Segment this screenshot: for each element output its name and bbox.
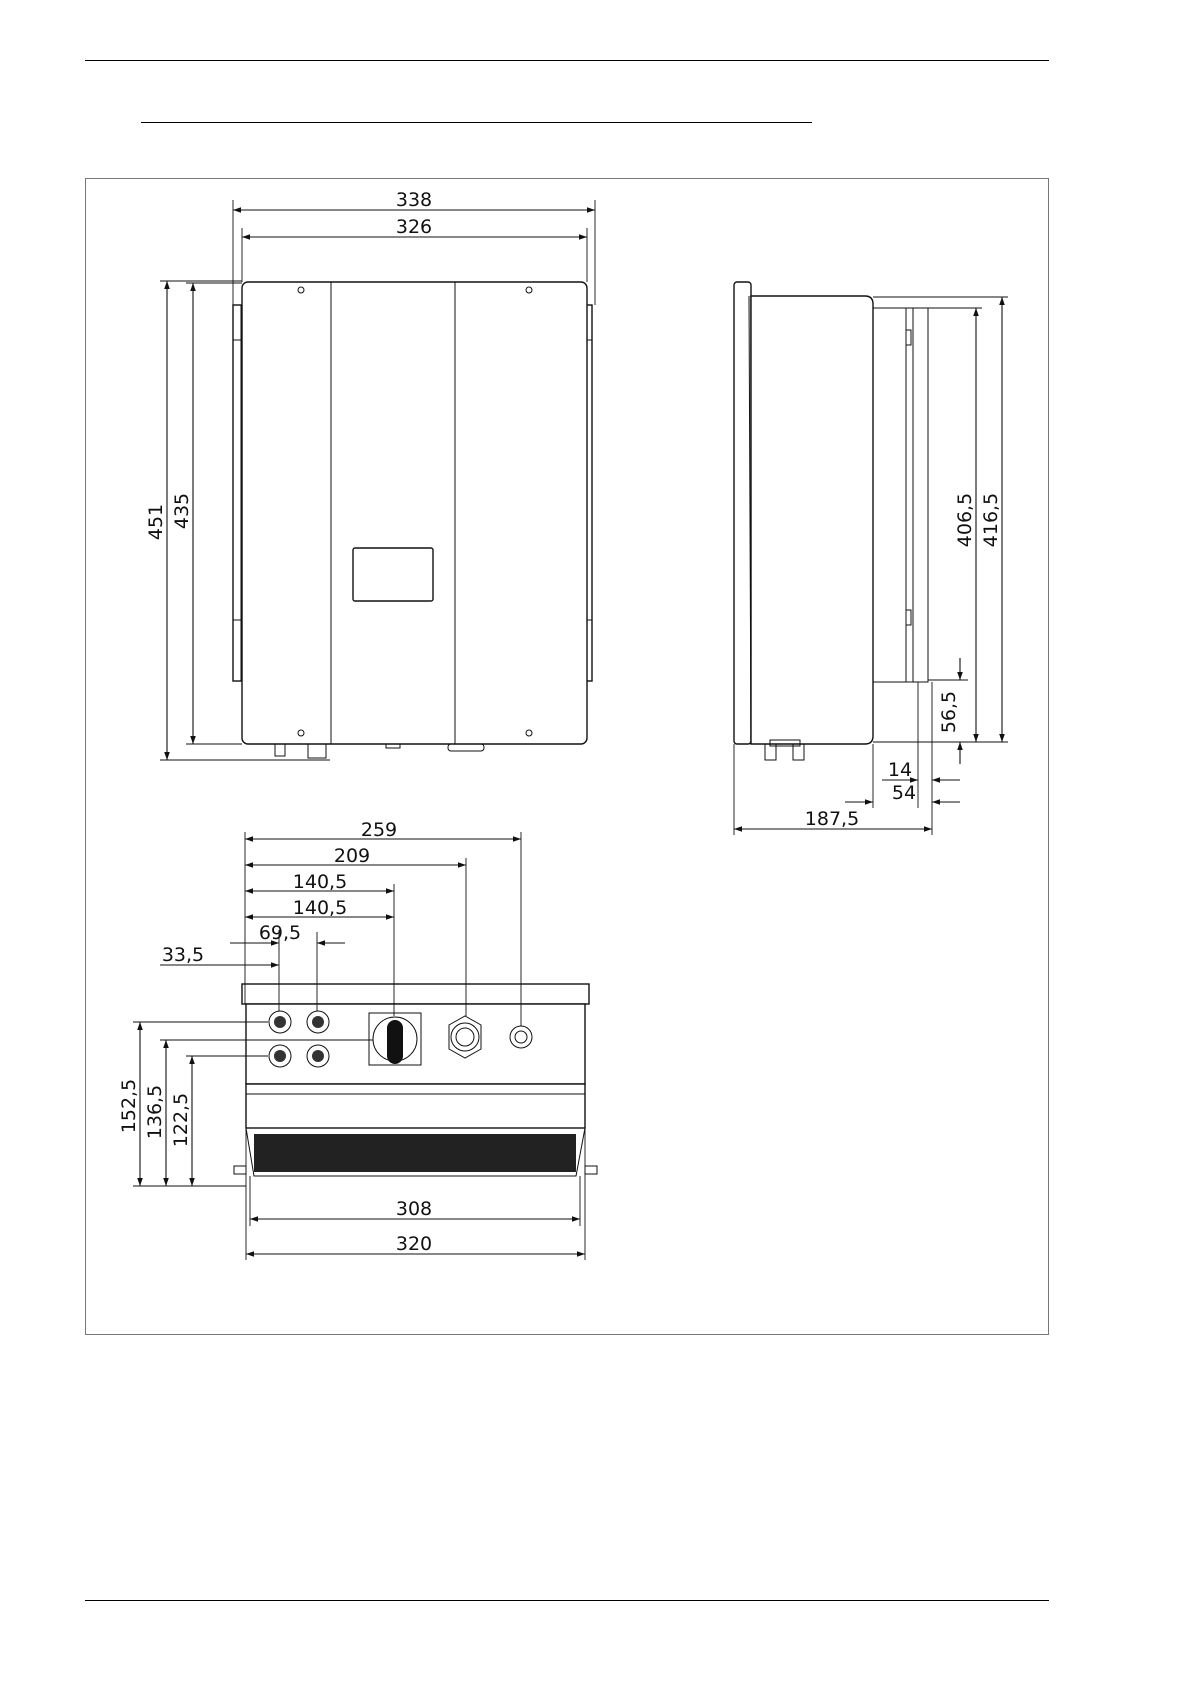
dim-label-435: 435	[171, 492, 193, 530]
dim-label-320: 320	[395, 1233, 433, 1255]
dim-label-259: 259	[360, 819, 398, 841]
dim-label-69-5: 69,5	[258, 922, 302, 944]
dim-label-140-5-a: 140,5	[292, 871, 348, 893]
dim-label-406-5: 406,5	[954, 492, 976, 548]
dim-label-152-5: 152,5	[118, 1078, 140, 1134]
dim-label-14: 14	[887, 759, 913, 781]
dim-label-122-5: 122,5	[170, 1092, 192, 1148]
dim-label-54: 54	[891, 782, 917, 804]
dim-label-136-5: 136,5	[144, 1084, 166, 1140]
bottom-view	[234, 984, 597, 1176]
dim-label-416-5: 416,5	[980, 492, 1002, 548]
dim-label-56-5: 56,5	[938, 690, 960, 734]
dim-label-338: 338	[395, 189, 433, 211]
dim-label-451: 451	[145, 503, 167, 541]
dim-label-140-5-b: 140,5	[292, 897, 348, 919]
dim-label-209: 209	[333, 845, 371, 867]
dim-label-187-5: 187,5	[804, 808, 860, 830]
side-view	[734, 282, 928, 760]
front-view	[233, 282, 592, 758]
dim-label-308: 308	[395, 1198, 433, 1220]
dim-label-326: 326	[395, 216, 433, 238]
dim-label-33-5: 33,5	[161, 944, 205, 966]
